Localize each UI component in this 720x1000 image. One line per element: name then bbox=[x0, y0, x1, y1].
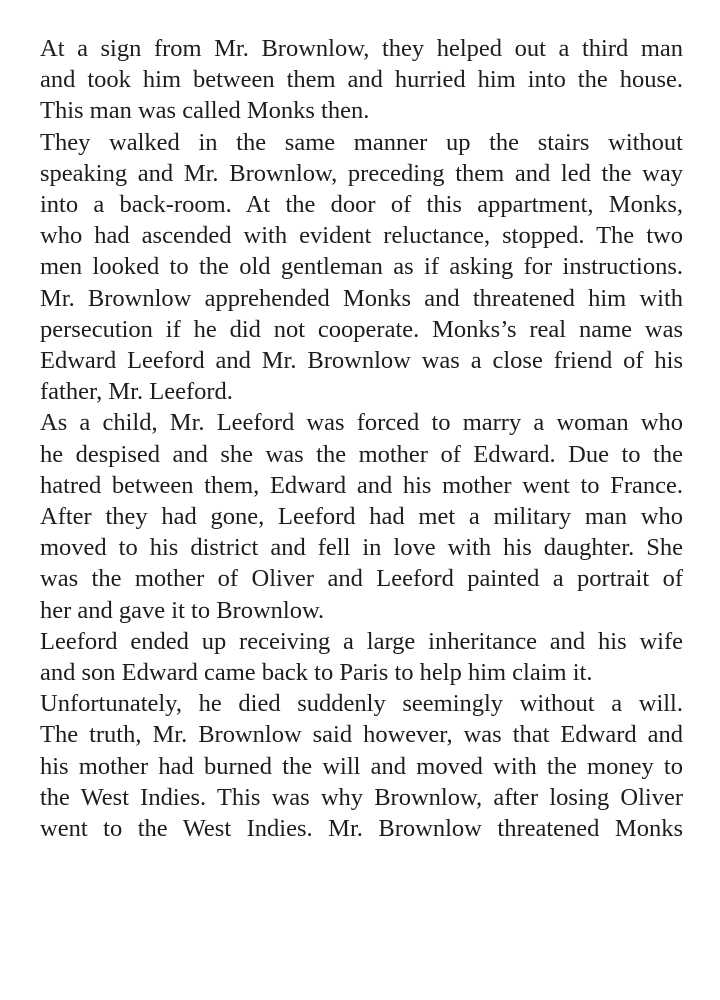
text-line: father, Mr. Leeford. bbox=[40, 378, 233, 406]
text-line: They walked in the same manner up the stairs without bbox=[40, 128, 683, 156]
text-line: moved to his district and fell in love with his daughter. She bbox=[40, 534, 683, 562]
text-line: At a sign from Mr. Brownlow, they helped out a third man bbox=[40, 35, 683, 62]
text-line: After they had gone, Leeford had met a military man who bbox=[40, 503, 683, 531]
text-line: into a back-room. At the door of this appartment, Monks, bbox=[40, 191, 683, 219]
text-line: his mother had burned the will and moved with the money to bbox=[40, 752, 683, 780]
text-line: As a child, Mr. Leeford was forced to marry a woman who bbox=[40, 409, 683, 437]
paragraph bbox=[40, 626, 683, 688]
text-line: the West Indies. This was why Brownlow, after losing Oliver bbox=[40, 783, 683, 811]
paragraph bbox=[40, 127, 683, 408]
text-line: who had ascended with evident reluctance, stopped. The two bbox=[40, 222, 683, 250]
text-line: was the mother of Oliver and Leeford painted a portrait of bbox=[40, 565, 683, 593]
text-line: persecution if he did not cooperate. Monks’s real name was bbox=[40, 315, 683, 343]
paragraph bbox=[40, 688, 683, 844]
text-line: Edward Leeford and Mr. Brownlow was a close friend of his bbox=[40, 347, 683, 375]
text-line: and took him between them and hurried him into the house. bbox=[40, 66, 683, 94]
text-line: and son Edward came back to Paris to help him claim it. bbox=[40, 659, 593, 687]
paragraph bbox=[40, 33, 683, 127]
text-line: went to the West Indies. Mr. Brownlow threatened Monks bbox=[40, 815, 683, 843]
text-line: hatred between them, Edward and his mother went to France. bbox=[40, 471, 683, 499]
text-line: speaking and Mr. Brownlow, preceding them and led the way bbox=[40, 159, 683, 187]
paragraph bbox=[40, 407, 683, 625]
document-body bbox=[40, 33, 683, 844]
text-line: The truth, Mr. Brownlow said however, was that Edward and bbox=[40, 721, 683, 749]
text-line: men looked to the old gentleman as if asking for instructions. bbox=[40, 253, 683, 281]
text-line: Leeford ended up receiving a large inheritance and his wife bbox=[40, 627, 683, 655]
text-line: he despised and she was the mother of Edward. Due to the bbox=[40, 440, 683, 468]
text-line: This man was called Monks then. bbox=[40, 97, 370, 125]
document-page bbox=[40, 33, 683, 844]
text-line: Unfortunately, he died suddenly seemingly without a will. bbox=[40, 690, 683, 718]
text-line: Mr. Brownlow apprehended Monks and threatened him with bbox=[40, 284, 683, 312]
text-line: her and gave it to Brownlow. bbox=[40, 596, 325, 624]
